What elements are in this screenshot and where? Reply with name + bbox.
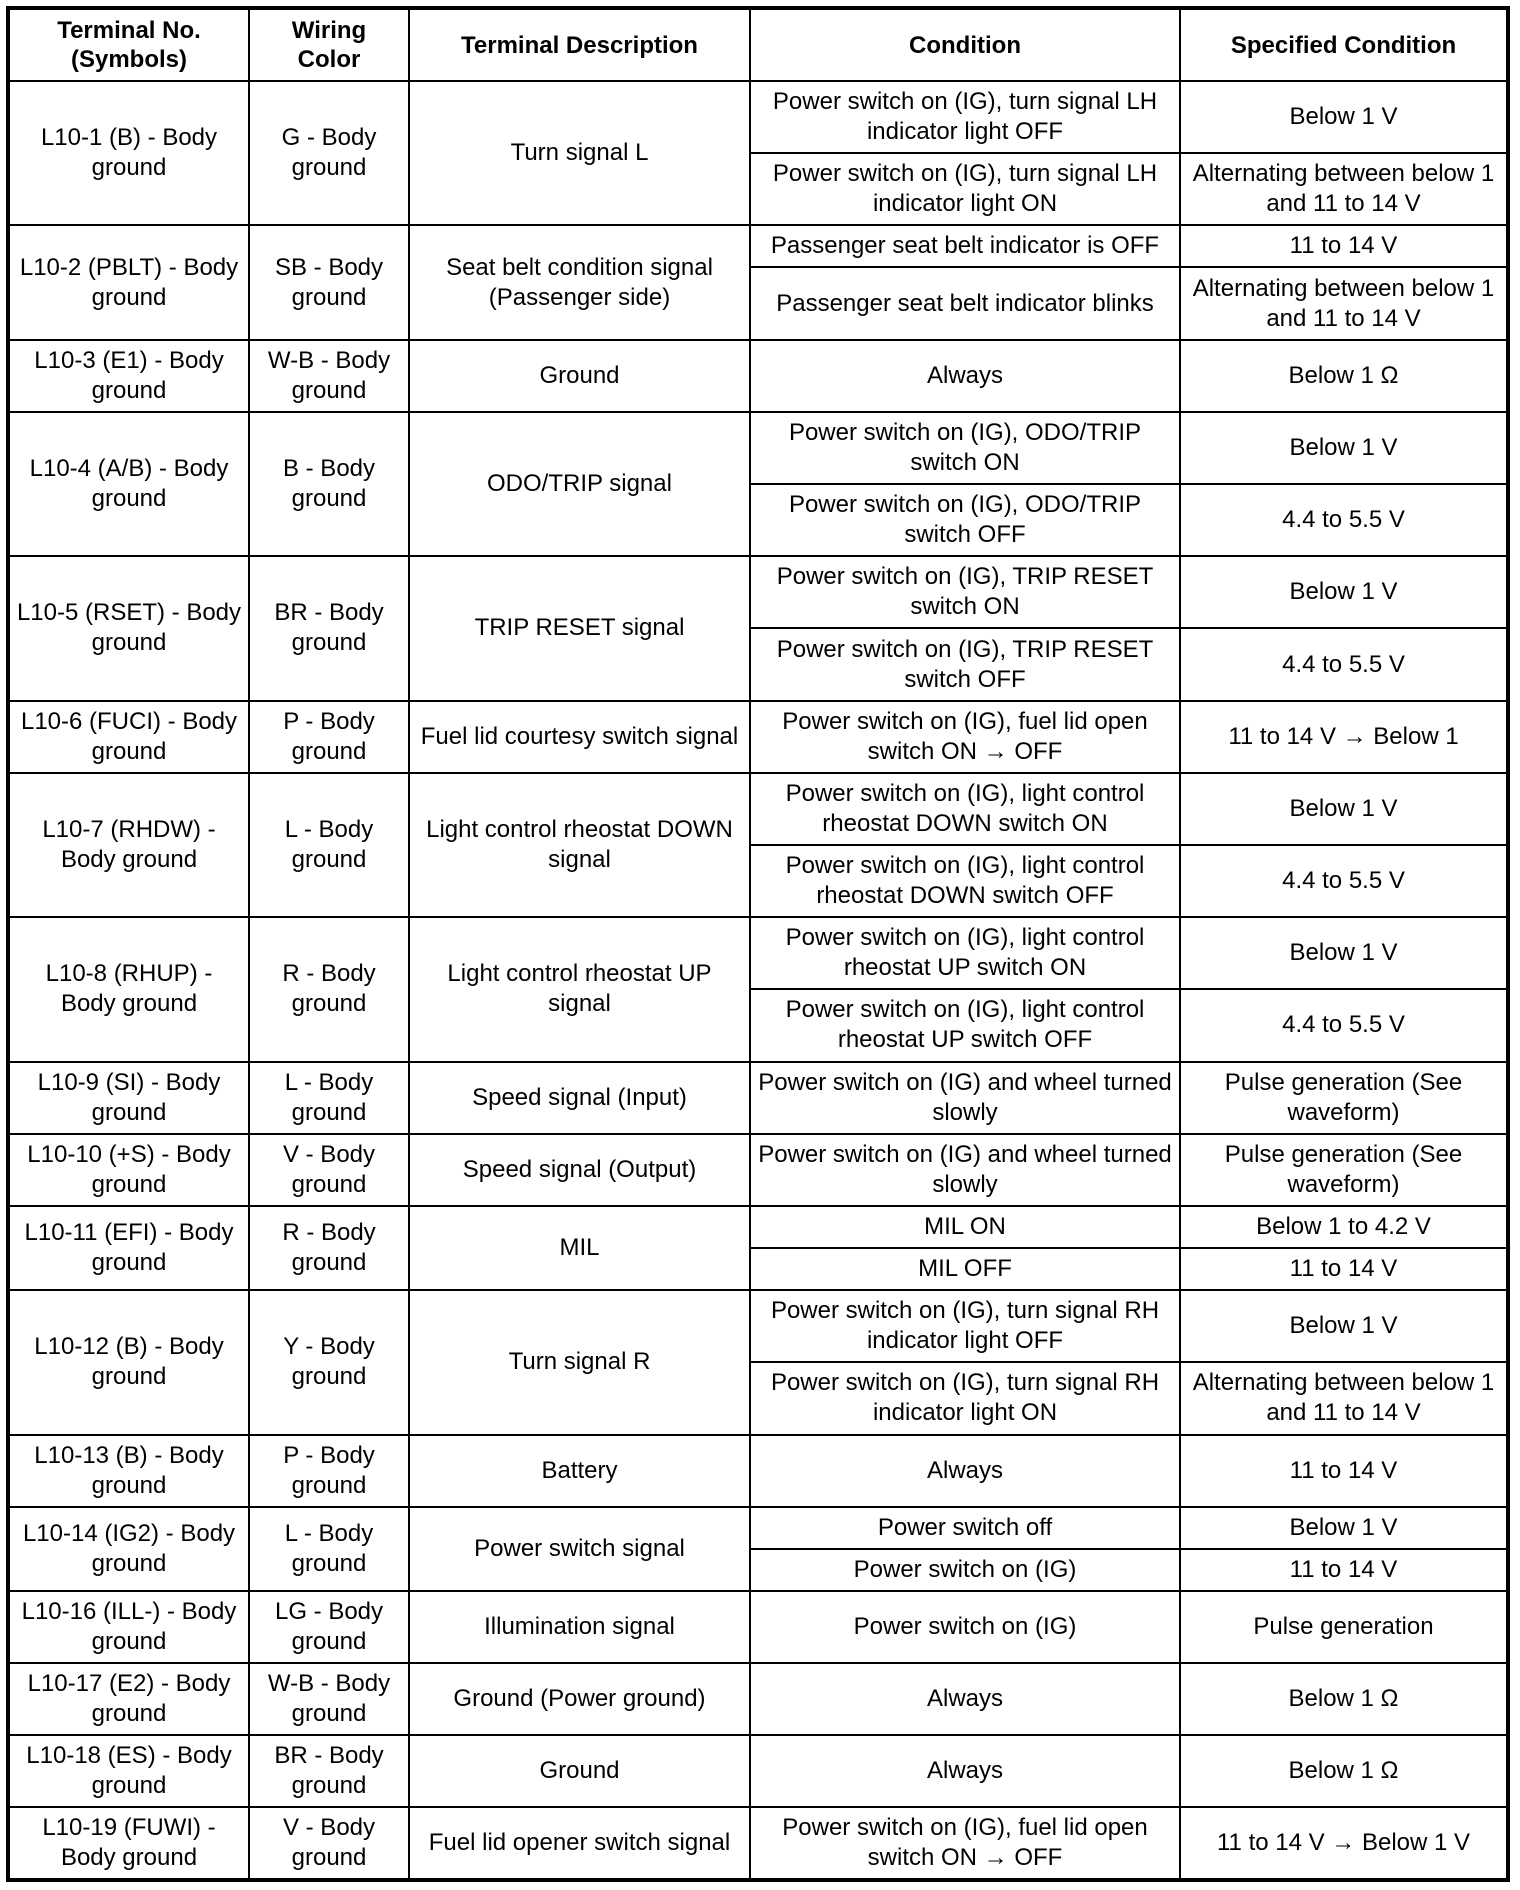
condition-cell: Power switch on (IG) bbox=[750, 1549, 1180, 1591]
terminal-cell: L10-14 (IG2) - Body ground bbox=[8, 1507, 249, 1591]
description-cell: Fuel lid courtesy switch signal bbox=[409, 701, 750, 773]
description-cell: Power switch signal bbox=[409, 1507, 750, 1591]
terminal-cell: L10-8 (RHUP) - Body ground bbox=[8, 917, 249, 1061]
condition-cell: Power switch on (IG), fuel lid open switch ON → OFF bbox=[750, 701, 1180, 773]
header-terminal-no bbox=[8, 8, 249, 81]
condition-cell: Power switch on (IG), fuel lid open switch ON → OFF bbox=[750, 1807, 1180, 1880]
table-header-row bbox=[8, 8, 1508, 81]
header-specified-condition bbox=[1180, 8, 1508, 81]
specified-condition-cell: 11 to 14 V → Below 1 bbox=[1180, 701, 1508, 773]
description-cell: Speed signal (Output) bbox=[409, 1134, 750, 1206]
wiring-color-cell: L - Body ground bbox=[249, 773, 409, 917]
terminal-cell: L10-9 (SI) - Body ground bbox=[8, 1062, 249, 1134]
wiring-color-cell: BR - Body ground bbox=[249, 556, 409, 700]
description-cell: Ground (Power ground) bbox=[409, 1663, 750, 1735]
wiring-color-cell: LG - Body ground bbox=[249, 1591, 409, 1663]
condition-cell: Power switch on (IG), turn signal RH indicator light ON bbox=[750, 1362, 1180, 1434]
table-row bbox=[8, 701, 1508, 773]
specified-condition-cell: Alternating between below 1 and 11 to 14 V bbox=[1180, 267, 1508, 339]
wiring-color-cell: V - Body ground bbox=[249, 1807, 409, 1880]
table-row bbox=[8, 1507, 1508, 1549]
specified-condition-cell: 11 to 14 V bbox=[1180, 1248, 1508, 1290]
description-cell: Turn signal R bbox=[409, 1290, 750, 1434]
condition-cell: Power switch on (IG), turn signal LH indicator light ON bbox=[750, 153, 1180, 225]
specified-condition-cell: Below 1 Ω bbox=[1180, 340, 1508, 412]
header-specified-condition-label: Specified Condition bbox=[1230, 31, 1457, 59]
terminal-cell: L10-2 (PBLT) - Body ground bbox=[8, 225, 249, 339]
wiring-color-cell: R - Body ground bbox=[249, 1206, 409, 1290]
table-row bbox=[8, 917, 1508, 989]
header-wiring-color bbox=[249, 8, 409, 81]
specified-condition-cell: Below 1 V bbox=[1180, 1507, 1508, 1549]
specified-condition-cell: Pulse generation bbox=[1180, 1591, 1508, 1663]
terminal-cell: L10-11 (EFI) - Body ground bbox=[8, 1206, 249, 1290]
specified-condition-cell: Pulse generation (See waveform) bbox=[1180, 1134, 1508, 1206]
condition-cell: Always bbox=[750, 340, 1180, 412]
wiring-color-cell: L - Body ground bbox=[249, 1507, 409, 1591]
description-cell: Light control rheostat DOWN signal bbox=[409, 773, 750, 917]
description-cell: ODO/TRIP signal bbox=[409, 412, 750, 556]
description-cell: Fuel lid opener switch signal bbox=[409, 1807, 750, 1880]
table-row bbox=[8, 1435, 1508, 1507]
terminal-cell: L10-18 (ES) - Body ground bbox=[8, 1735, 249, 1807]
specified-condition-cell: Below 1 V bbox=[1180, 773, 1508, 845]
condition-cell: Power switch on (IG) and wheel turned slowly bbox=[750, 1134, 1180, 1206]
table-row bbox=[8, 1735, 1508, 1807]
table-row bbox=[8, 556, 1508, 628]
terminal-cell: L10-1 (B) - Body ground bbox=[8, 81, 249, 225]
header-wiring-color-label: Wiring Color bbox=[291, 17, 367, 73]
condition-cell: Always bbox=[750, 1435, 1180, 1507]
description-cell: MIL bbox=[409, 1206, 750, 1290]
condition-cell: Power switch on (IG), light control rheostat DOWN switch OFF bbox=[750, 845, 1180, 917]
wiring-color-cell: SB - Body ground bbox=[249, 225, 409, 339]
description-cell: Light control rheostat UP signal bbox=[409, 917, 750, 1061]
specified-condition-cell: Below 1 V bbox=[1180, 412, 1508, 484]
wiring-color-cell: V - Body ground bbox=[249, 1134, 409, 1206]
condition-cell: Power switch on (IG), light control rheostat UP switch ON bbox=[750, 917, 1180, 989]
specified-condition-cell: Below 1 V bbox=[1180, 1290, 1508, 1362]
description-cell: Speed signal (Input) bbox=[409, 1062, 750, 1134]
condition-cell: Power switch on (IG), light control rheostat DOWN switch ON bbox=[750, 773, 1180, 845]
terminal-cell: L10-19 (FUWI) - Body ground bbox=[8, 1807, 249, 1880]
condition-cell: Power switch on (IG), turn signal RH indicator light OFF bbox=[750, 1290, 1180, 1362]
specified-condition-cell: 11 to 14 V bbox=[1180, 1549, 1508, 1591]
condition-cell: Power switch on (IG), light control rheostat UP switch OFF bbox=[750, 989, 1180, 1061]
description-cell: Battery bbox=[409, 1435, 750, 1507]
header-terminal-description bbox=[409, 8, 750, 81]
specified-condition-cell: Alternating between below 1 and 11 to 14 V bbox=[1180, 1362, 1508, 1434]
condition-cell: Passenger seat belt indicator blinks bbox=[750, 267, 1180, 339]
condition-cell: Always bbox=[750, 1663, 1180, 1735]
header-terminal-description-label: Terminal Description bbox=[461, 31, 698, 59]
wiring-color-cell: R - Body ground bbox=[249, 917, 409, 1061]
condition-cell: Power switch on (IG), ODO/TRIP switch ON bbox=[750, 412, 1180, 484]
header-condition bbox=[750, 8, 1180, 81]
description-cell: Ground bbox=[409, 340, 750, 412]
specified-condition-cell: Pulse generation (See waveform) bbox=[1180, 1062, 1508, 1134]
table-row bbox=[8, 1134, 1508, 1206]
terminal-cell: L10-7 (RHDW) - Body ground bbox=[8, 773, 249, 917]
terminal-inspection-table bbox=[6, 6, 1510, 1882]
terminal-cell: L10-10 (+S) - Body ground bbox=[8, 1134, 249, 1206]
condition-cell: Always bbox=[750, 1735, 1180, 1807]
specified-condition-cell: 4.4 to 5.5 V bbox=[1180, 484, 1508, 556]
condition-cell: Power switch on (IG), turn signal LH indicator light OFF bbox=[750, 81, 1180, 153]
header-condition-label: Condition bbox=[909, 31, 1021, 59]
wiring-color-cell: P - Body ground bbox=[249, 1435, 409, 1507]
wiring-color-cell: B - Body ground bbox=[249, 412, 409, 556]
specified-condition-cell: 11 to 14 V bbox=[1180, 1435, 1508, 1507]
wiring-color-cell: Y - Body ground bbox=[249, 1290, 409, 1434]
specified-condition-cell: Below 1 Ω bbox=[1180, 1663, 1508, 1735]
wiring-color-cell: P - Body ground bbox=[249, 701, 409, 773]
condition-cell: Power switch on (IG), ODO/TRIP switch OFF bbox=[750, 484, 1180, 556]
terminal-cell: L10-3 (E1) - Body ground bbox=[8, 340, 249, 412]
condition-cell: Passenger seat belt indicator is OFF bbox=[750, 225, 1180, 267]
wiring-color-cell: L - Body ground bbox=[249, 1062, 409, 1134]
table-row bbox=[8, 1290, 1508, 1362]
wiring-color-cell: W-B - Body ground bbox=[249, 1663, 409, 1735]
specified-condition-cell: 4.4 to 5.5 V bbox=[1180, 628, 1508, 700]
condition-cell: MIL ON bbox=[750, 1206, 1180, 1248]
condition-cell: Power switch on (IG) bbox=[750, 1591, 1180, 1663]
header-terminal-no-label: Terminal No. (Symbols) bbox=[57, 17, 201, 73]
specified-condition-cell: 4.4 to 5.5 V bbox=[1180, 845, 1508, 917]
specified-condition-cell: Below 1 Ω bbox=[1180, 1735, 1508, 1807]
table-row bbox=[8, 412, 1508, 484]
description-cell: Turn signal L bbox=[409, 81, 750, 225]
specified-condition-cell: Alternating between below 1 and 11 to 14 V bbox=[1180, 153, 1508, 225]
terminal-cell: L10-12 (B) - Body ground bbox=[8, 1290, 249, 1434]
description-cell: Illumination signal bbox=[409, 1591, 750, 1663]
condition-cell: MIL OFF bbox=[750, 1248, 1180, 1290]
table-row bbox=[8, 81, 1508, 153]
condition-cell: Power switch on (IG), TRIP RESET switch ON bbox=[750, 556, 1180, 628]
terminal-cell: L10-17 (E2) - Body ground bbox=[8, 1663, 249, 1735]
table-row bbox=[8, 225, 1508, 267]
specified-condition-cell: 11 to 14 V bbox=[1180, 225, 1508, 267]
wiring-color-cell: BR - Body ground bbox=[249, 1735, 409, 1807]
description-cell: TRIP RESET signal bbox=[409, 556, 750, 700]
specified-condition-cell: 11 to 14 V → Below 1 V bbox=[1180, 1807, 1508, 1880]
table-row bbox=[8, 1663, 1508, 1735]
condition-cell: Power switch off bbox=[750, 1507, 1180, 1549]
specified-condition-cell: Below 1 to 4.2 V bbox=[1180, 1206, 1508, 1248]
table-row bbox=[8, 1206, 1508, 1248]
table-body bbox=[8, 81, 1508, 1880]
terminal-cell: L10-16 (ILL-) - Body ground bbox=[8, 1591, 249, 1663]
table-row bbox=[8, 1807, 1508, 1880]
table-row bbox=[8, 340, 1508, 412]
terminal-cell: L10-4 (A/B) - Body ground bbox=[8, 412, 249, 556]
specified-condition-cell: 4.4 to 5.5 V bbox=[1180, 989, 1508, 1061]
wiring-color-cell: W-B - Body ground bbox=[249, 340, 409, 412]
terminal-cell: L10-6 (FUCI) - Body ground bbox=[8, 701, 249, 773]
specified-condition-cell: Below 1 V bbox=[1180, 917, 1508, 989]
table-row bbox=[8, 773, 1508, 845]
condition-cell: Power switch on (IG) and wheel turned slowly bbox=[750, 1062, 1180, 1134]
specified-condition-cell: Below 1 V bbox=[1180, 556, 1508, 628]
table-row bbox=[8, 1062, 1508, 1134]
table-row bbox=[8, 1591, 1508, 1663]
specified-condition-cell: Below 1 V bbox=[1180, 81, 1508, 153]
terminal-cell: L10-13 (B) - Body ground bbox=[8, 1435, 249, 1507]
description-cell: Seat belt condition signal (Passenger side) bbox=[409, 225, 750, 339]
terminal-cell: L10-5 (RSET) - Body ground bbox=[8, 556, 249, 700]
description-cell: Ground bbox=[409, 1735, 750, 1807]
wiring-color-cell: G - Body ground bbox=[249, 81, 409, 225]
condition-cell: Power switch on (IG), TRIP RESET switch OFF bbox=[750, 628, 1180, 700]
